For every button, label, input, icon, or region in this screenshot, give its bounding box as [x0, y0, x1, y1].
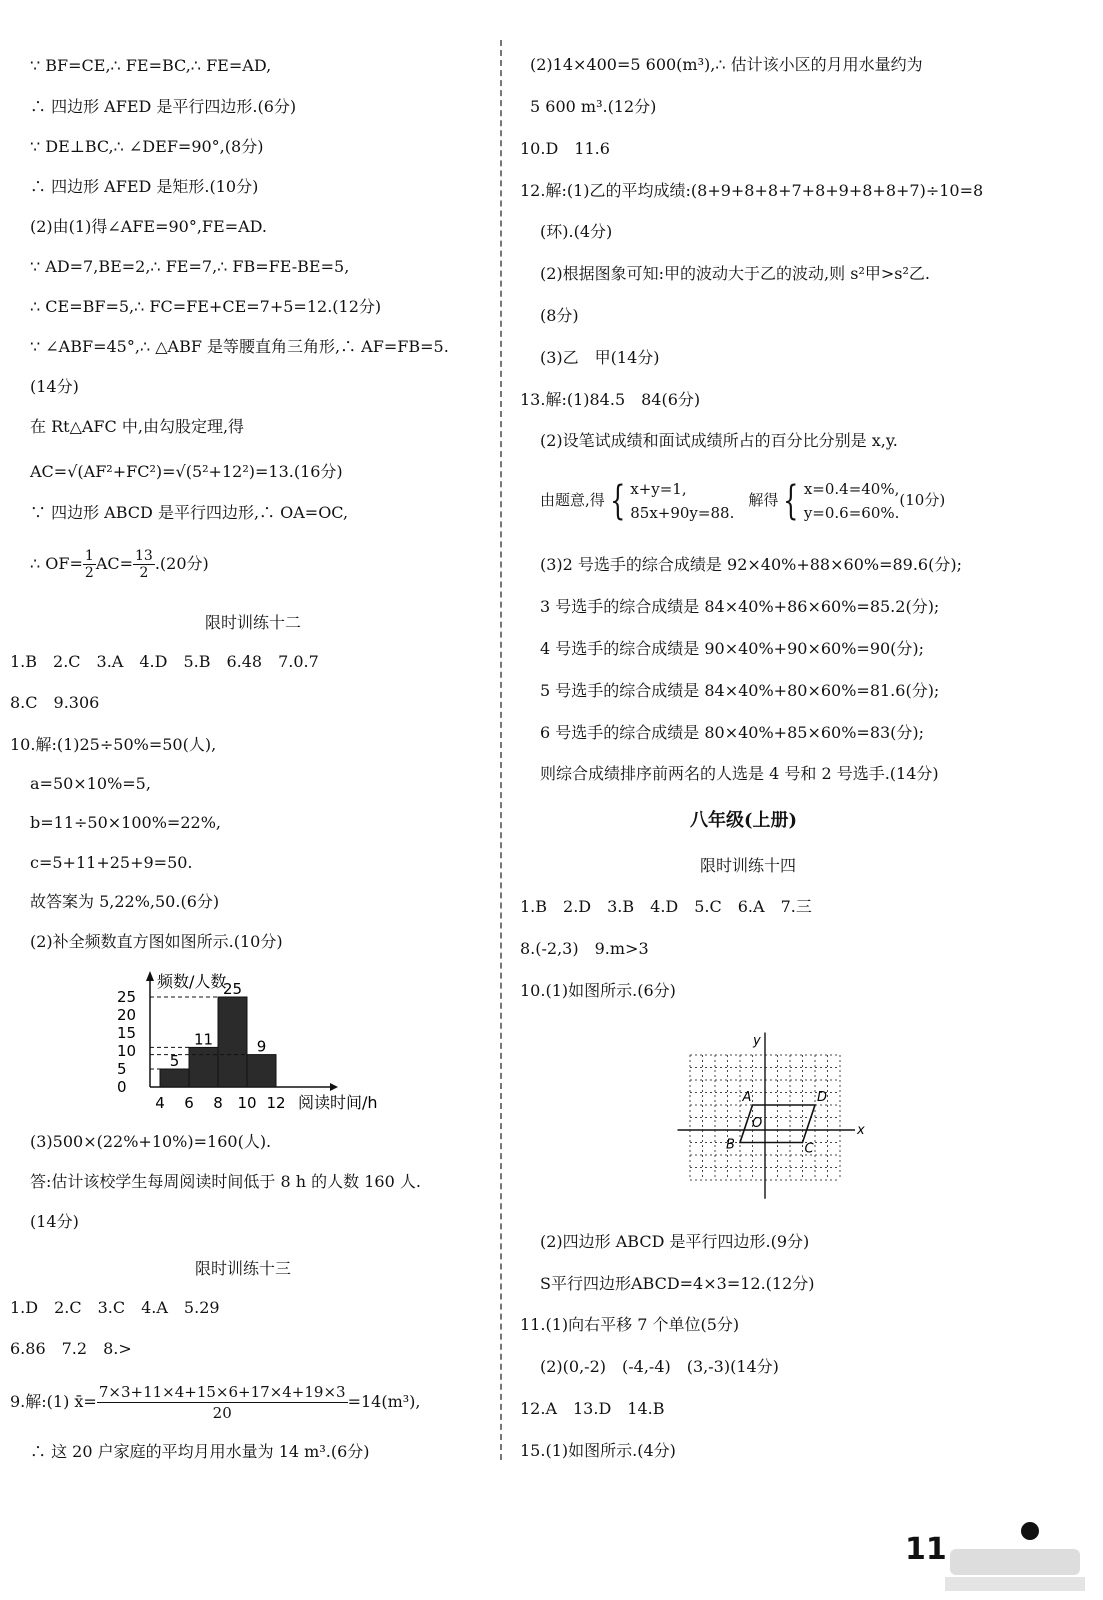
equation-2: 85x+90y=88. [630, 504, 735, 522]
y-tick-label: 15 [117, 1024, 137, 1042]
right-text-line: 13.解:(1)84.5 84(6分) [520, 390, 701, 409]
heading-limited-training-14: 限时训练十四 [700, 856, 797, 875]
right-text-line: (2)(0,-2) (-4,-4) (3,-3)(14分) [540, 1357, 779, 1376]
equation-1: x+y=1, [630, 480, 687, 498]
right-text-line: 6 号选手的综合成绩是 80×40%+85×60%=83(分); [540, 723, 925, 742]
left-text-line: ∴ 这 20 户家庭的平均月用水量为 14 m³.(6分) [30, 1442, 370, 1461]
left-brace-icon: { [609, 478, 626, 524]
histogram-bar [247, 1055, 276, 1087]
right-text-line: (8分) [540, 306, 579, 325]
x-axis-label: 阅读时间/h [298, 1093, 378, 1112]
left-text-line: ∵ 四边形 ABCD 是平行四边形,∴ OA=OC, [30, 503, 349, 522]
right-text-line: 5 号选手的综合成绩是 84×40%+80×60%=81.6(分); [540, 681, 940, 700]
left-text-line: (14分) [30, 1212, 79, 1231]
x-tick-label: 12 [266, 1094, 286, 1112]
equation-system [540, 470, 945, 530]
left-text-line: 1.D 2.C 3.C 4.A 5.29 [10, 1298, 220, 1317]
histogram-bar [160, 1069, 189, 1087]
x-axis-label: x [857, 1123, 865, 1138]
histogram-bar [189, 1047, 218, 1087]
of-equation [30, 548, 209, 581]
right-text-line: 8.(-2,3) 9.m>3 [520, 939, 649, 958]
watermark-band [950, 1549, 1080, 1575]
q9-denominator: 20 [212, 1404, 232, 1422]
right-text-line: (2)四边形 ABCD 是平行四边形.(9分) [540, 1232, 810, 1251]
q9-suffix: =14(m³), [347, 1392, 421, 1411]
grade-heading: 八年级(上册) [690, 810, 798, 831]
fraction-13-2 [133, 548, 155, 581]
right-text-line: S平行四边形ABCD=4×3=12.(12分) [540, 1274, 815, 1293]
frequency-histogram [115, 965, 405, 1115]
right-text-line: (2)设笔试成绩和面试成绩所占的百分比分别是 x,y. [540, 431, 898, 450]
left-text-line: ∵ BF=CE,∴ FE=BC,∴ FE=AD, [30, 56, 272, 75]
left-text-line: ∵ DE⊥BC,∴ ∠DEF=90°,(8分) [30, 137, 264, 156]
heading-limited-training-12: 限时训练十二 [205, 613, 302, 632]
bar-value-label: 9 [256, 1037, 267, 1056]
right-text-line: (3)乙 甲(14分) [540, 348, 660, 367]
left-text-line: ∵ ∠ABF=45°,∴ △ABF 是等腰直角三角形,∴ AF=FB=5. [30, 337, 449, 356]
frac-num: 13 [135, 548, 153, 564]
right-text-line: (环).(4分) [540, 222, 613, 241]
of-suffix: .(20分) [154, 554, 209, 573]
left-brace-icon: { [783, 478, 799, 524]
y-axis-label: y [753, 1033, 761, 1049]
watermark-logo [940, 1515, 1090, 1595]
x-tick-label: 6 [184, 1094, 194, 1112]
heading-limited-training-13: 限时训练十三 [195, 1259, 292, 1278]
of-mid: AC= [95, 554, 134, 573]
system-mid: 解得 [748, 491, 779, 509]
y-axis-arrow-icon [146, 971, 154, 981]
y-tick-label: 0 [117, 1078, 127, 1096]
right-text-line: 11.(1)向右平移 7 个单位(5分) [520, 1315, 740, 1334]
right-text-line: 3 号选手的综合成绩是 84×40%+86×60%=85.2(分); [540, 597, 940, 616]
right-text-line: 15.(1)如图所示.(4分) [520, 1441, 676, 1460]
x-axis-arrow-icon [330, 1083, 338, 1091]
bar-value-label: 11 [193, 1030, 214, 1049]
point-label-d: D [817, 1090, 828, 1105]
right-text-line: (2)根据图象可知:甲的波动大于乙的波动,则 s²甲>s²乙. [540, 264, 930, 283]
left-text-line: (3)500×(22%+10%)=160(人). [30, 1132, 272, 1151]
histogram-bar [218, 997, 247, 1087]
left-text-line: 6.86 7.2 8.> [10, 1339, 132, 1358]
left-text-line: (2)补全频数直方图如图所示.(10分) [30, 932, 283, 951]
left-text-line: 8.C 9.306 [10, 693, 100, 712]
point-label-c: C [804, 1141, 814, 1157]
left-text-line: a=50×10%=5, [30, 774, 151, 793]
frac-num: 1 [84, 548, 94, 564]
q9-fraction [97, 1382, 348, 1423]
right-text-line: (3)2 号选手的综合成绩是 92×40%+88×60%=89.6(分); [540, 555, 962, 574]
coordinate-grid-figure [665, 1020, 865, 1210]
left-text-line: 答:估计该校学生每周阅读时间低于 8 h 的人数 160 人. [30, 1172, 421, 1191]
left-text-line: 故答案为 5,22%,50.(6分) [30, 892, 220, 911]
left-text-line: AC=√(AF²+FC²)=√(5²+12²)=13.(16分) [30, 462, 343, 481]
y-tick-label: 20 [117, 1006, 137, 1024]
column-divider [500, 40, 502, 1460]
left-text-line: 在 Rt△AFC 中,由勾股定理,得 [30, 417, 245, 436]
bar-value-label: 25 [222, 980, 243, 998]
y-tick-label: 10 [117, 1042, 137, 1060]
watermark-dot-icon [1021, 1522, 1039, 1540]
left-text-line: ∴ 四边形 AFED 是平行四边形.(6分) [30, 97, 297, 116]
right-text-line: 10.(1)如图所示.(6分) [520, 981, 676, 1000]
point-label-b: B [726, 1137, 735, 1153]
q9-prefix: 9.解:(1) x̄= [10, 1392, 97, 1411]
system-solutions [804, 477, 900, 525]
frac-den: 2 [84, 565, 94, 581]
left-text-line: (14分) [30, 377, 79, 396]
right-text-line: 5 600 m³.(12分) [530, 97, 657, 116]
bar-value-label: 5 [169, 1052, 180, 1070]
right-text-line: 4 号选手的综合成绩是 90×40%+90×60%=90(分); [540, 639, 925, 658]
q9-numerator: 7×3+11×4+15×6+17×4+19×3 [98, 1383, 346, 1401]
solution-1: x=0.4=40%, [803, 480, 900, 498]
left-text-line: 10.解:(1)25÷50%=50(人), [10, 735, 217, 754]
y-axis-label: 频数/人数 [157, 972, 227, 991]
point-label-a: A [742, 1090, 752, 1105]
right-text-line: 12.解:(1)乙的平均成绩:(8+9+8+8+7+8+9+8+8+7)÷10=8 [520, 181, 984, 200]
y-tick-label: 5 [117, 1060, 127, 1078]
left-text-line: b=11÷50×100%=22%, [30, 813, 221, 832]
right-text-line: (2)14×400=5 600(m³),∴ 估计该小区的月用水量约为 [530, 55, 923, 74]
right-text-line: 12.A 13.D 14.B [520, 1399, 665, 1418]
right-text-line: 1.B 2.D 3.B 4.D 5.C 6.A 7.三 [520, 897, 812, 916]
x-tick-label: 8 [213, 1094, 223, 1112]
left-text-line: c=5+11+25+9=50. [30, 853, 193, 872]
of-prefix: ∴ OF= [30, 554, 83, 573]
frac-den: 2 [139, 565, 149, 581]
q9-mean-equation [10, 1382, 421, 1423]
solution-2: y=0.6=60%. [803, 504, 900, 522]
point-label-o: O [752, 1116, 763, 1131]
y-tick-label: 25 [117, 988, 137, 1006]
left-text-line: ∵ AD=7,BE=2,∴ FE=7,∴ FB=FE-BE=5, [30, 257, 350, 276]
right-text-line: 10.D 11.6 [520, 139, 610, 158]
system-suffix: (10分) [899, 491, 946, 509]
right-text-line: 则综合成绩排序前两名的人选是 4 号和 2 号选手.(14分) [540, 764, 939, 783]
page-number: 11 [905, 1532, 947, 1567]
x-tick-label: 10 [237, 1094, 257, 1112]
fraction-half [83, 548, 96, 581]
system-equations [630, 477, 734, 525]
left-text-line: ∴ CE=BF=5,∴ FC=FE+CE=7+5=12.(12分) [30, 297, 382, 316]
left-text-line: 1.B 2.C 3.A 4.D 5.B 6.48 7.0.7 [10, 652, 319, 671]
x-tick-label: 4 [155, 1094, 165, 1112]
watermark-band-lower [945, 1577, 1085, 1591]
system-prefix: 由题意,得 [540, 491, 605, 509]
left-text-line: ∴ 四边形 AFED 是矩形.(10分) [30, 177, 259, 196]
left-text-line: (2)由(1)得∠AFE=90°,FE=AD. [30, 217, 268, 236]
